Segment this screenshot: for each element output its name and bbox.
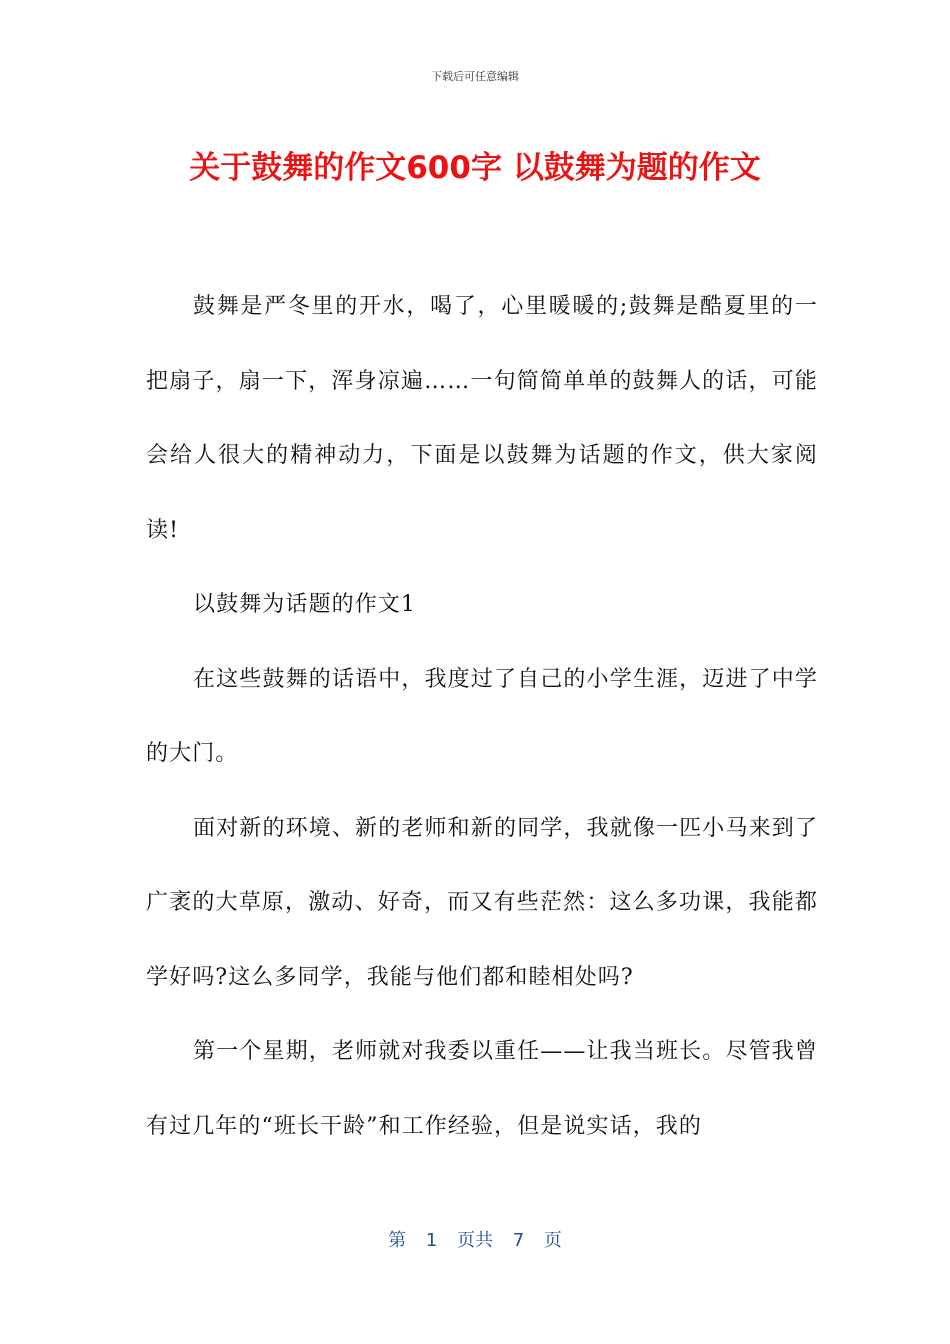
paragraph-2: 面对新的环境、新的老师和新的同学，我就像一匹小马来到了广袤的大草原，激动、好奇，而又有些茫然：这么多功课，我能都学好吗?这么多同学，我能与他们都和睦相处吗? — [146, 815, 818, 990]
footer-page-number: 1 — [425, 1230, 438, 1251]
paragraph-subheading: 以鼓舞为话题的作文1 — [193, 592, 416, 617]
paragraph-3: 第一个星期，老师就对我委以重任——让我当班长。尽管我曾有过几年的“班长干龄”和工作经验，但是说实话，我的 — [146, 1039, 818, 1139]
paragraph-1: 在这些鼓舞的话语中，我度过了自己的小学生涯，迈进了中学的大门。 — [146, 666, 818, 766]
page-footer — [0, 1226, 950, 1252]
footer-total-pages: 7 — [512, 1230, 525, 1251]
document-title: 关于鼓舞的作文600字 以鼓舞为题的作文 — [189, 150, 761, 186]
footer-prefix: 第 — [388, 1230, 407, 1251]
paragraph-intro: 鼓舞是严冬里的开水，喝了，心里暖暖的;鼓舞是酷夏里的一把扇子，扇一下，浑身凉遍……一句简简单单的鼓舞人的话，可能会给人很大的精神动力，下面是以鼓舞为话题的作文，供大家阅读! — [146, 294, 818, 543]
header-note: 下载后可任意编辑 — [431, 70, 519, 83]
footer-suffix: 页 — [543, 1230, 562, 1251]
footer-middle: 页共 — [457, 1230, 493, 1251]
document-body — [146, 270, 818, 1164]
